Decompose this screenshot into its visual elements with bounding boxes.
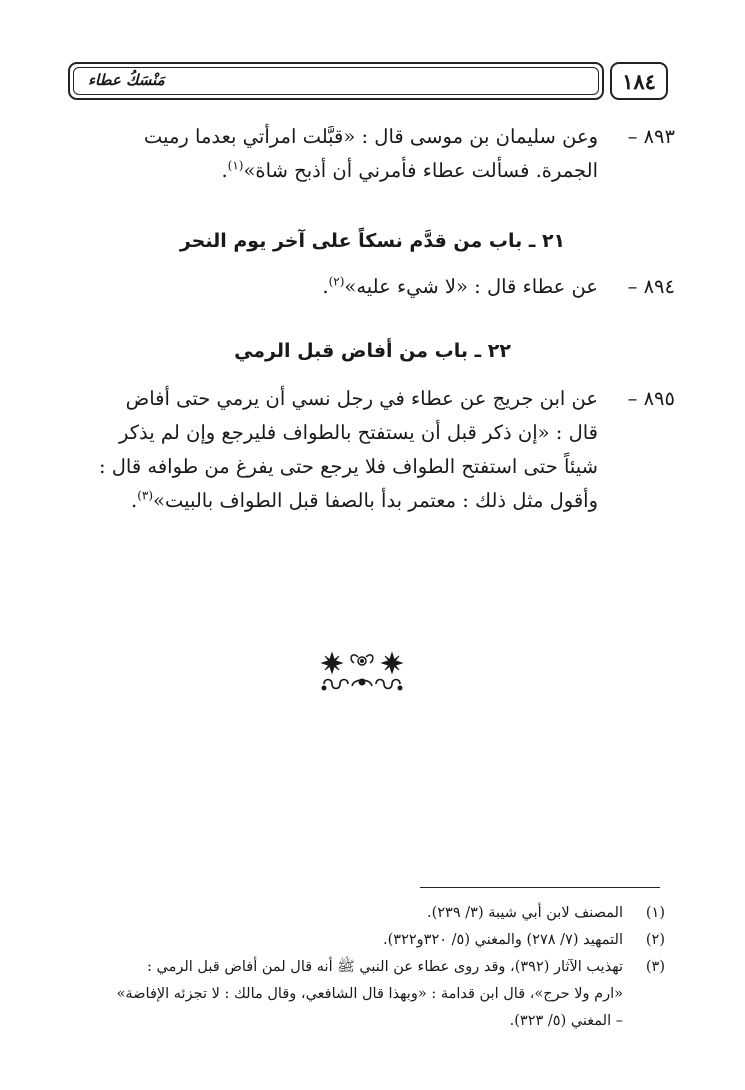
text-line-content: وأقول مثل ذلك : معتمر بدأ بالصفا قبل الطواف بالبيت» xyxy=(153,489,598,512)
text-line: وعن سليمان بن موسى قال : «قبَّلت امرأتي بعدما رميت xyxy=(143,125,598,148)
text-line: شيئاً حتى استفتح الطواف فلا يرجع حتى يفرغ من طوافه قال : xyxy=(99,455,598,478)
text-line xyxy=(72,484,598,518)
running-title-frame xyxy=(68,62,604,100)
narration-number: ٨٩٣ – xyxy=(627,125,675,148)
end-mark: . xyxy=(221,159,228,182)
narration-895 xyxy=(72,382,675,518)
footnote-ref[interactable]: (٢) xyxy=(328,274,345,289)
footnote-number: (٣) xyxy=(645,959,665,975)
footnote-text: تهذيب الآثار (٣٩٢)، وقد روى عطاء عن النبي ﷺ أنه قال لمن أفاض قبل الرمي : xyxy=(147,959,623,975)
page-number xyxy=(610,62,668,100)
text-line: قال : «إن ذكر قبل أن يستفتح بالطواف فليرجع وإن لم يذكر xyxy=(119,421,598,444)
running-title: مَنْسَكُ عطاء xyxy=(88,71,165,89)
narration-number: ٨٩٤ – xyxy=(627,275,675,298)
page-header xyxy=(68,62,668,102)
text-line-content: عن عطاء قال : «لا شيء عليه» xyxy=(344,275,598,298)
narration-text xyxy=(72,382,598,518)
text-line: عن ابن جريج عن عطاء في رجل نسي أن يرمي حتى أفاض xyxy=(125,387,598,410)
footnote-1 xyxy=(72,900,665,927)
footnote-3-continuation: «ارم ولا حرج»، قال ابن قدامة : «وبهذا قال الشافعي، وقال مالك : لا تجزئه الإفاضة» xyxy=(116,986,623,1002)
narration-text xyxy=(72,120,598,188)
floral-ornament-icon xyxy=(318,650,406,694)
narration-894 xyxy=(72,270,675,304)
footnote-number: (١) xyxy=(645,905,665,921)
footnote-number: (٢) xyxy=(645,932,665,948)
chapter-heading-21: ٢١ ـ باب من قدَّم نسكاً على آخر يوم النحر xyxy=(179,230,566,252)
footnote-3 xyxy=(72,954,665,981)
footnote-2 xyxy=(72,927,665,954)
narration-text xyxy=(72,270,598,304)
footnote-3-continuation: – المغني (٥/ ٣٢٣). xyxy=(509,1013,623,1029)
footnote-ref[interactable]: (٣) xyxy=(137,488,154,503)
narration-893 xyxy=(72,120,675,188)
footnote-text: المصنف لابن أبي شيبة (٣/ ٢٣٩). xyxy=(426,905,623,921)
text-line xyxy=(72,154,598,188)
footnote-separator xyxy=(420,887,660,888)
footnote-text: التمهيد (٧/ ٢٧٨) والمغني (٥/ ٣٢٠و٣٢٢). xyxy=(383,932,623,948)
footnotes xyxy=(72,900,665,1035)
text-line-content: الجمرة. فسألت عطاء فأمرني أن أذبح شاة» xyxy=(243,159,598,182)
narration-number: ٨٩٥ – xyxy=(627,387,675,410)
footnote-ref[interactable]: (١) xyxy=(227,158,244,173)
chapter-heading-22: ٢٢ ـ باب من أفاض قبل الرمي xyxy=(234,340,511,362)
end-mark: . xyxy=(130,489,138,512)
end-mark: . xyxy=(322,275,329,298)
page-number-text: ١٨٤ xyxy=(622,68,656,94)
